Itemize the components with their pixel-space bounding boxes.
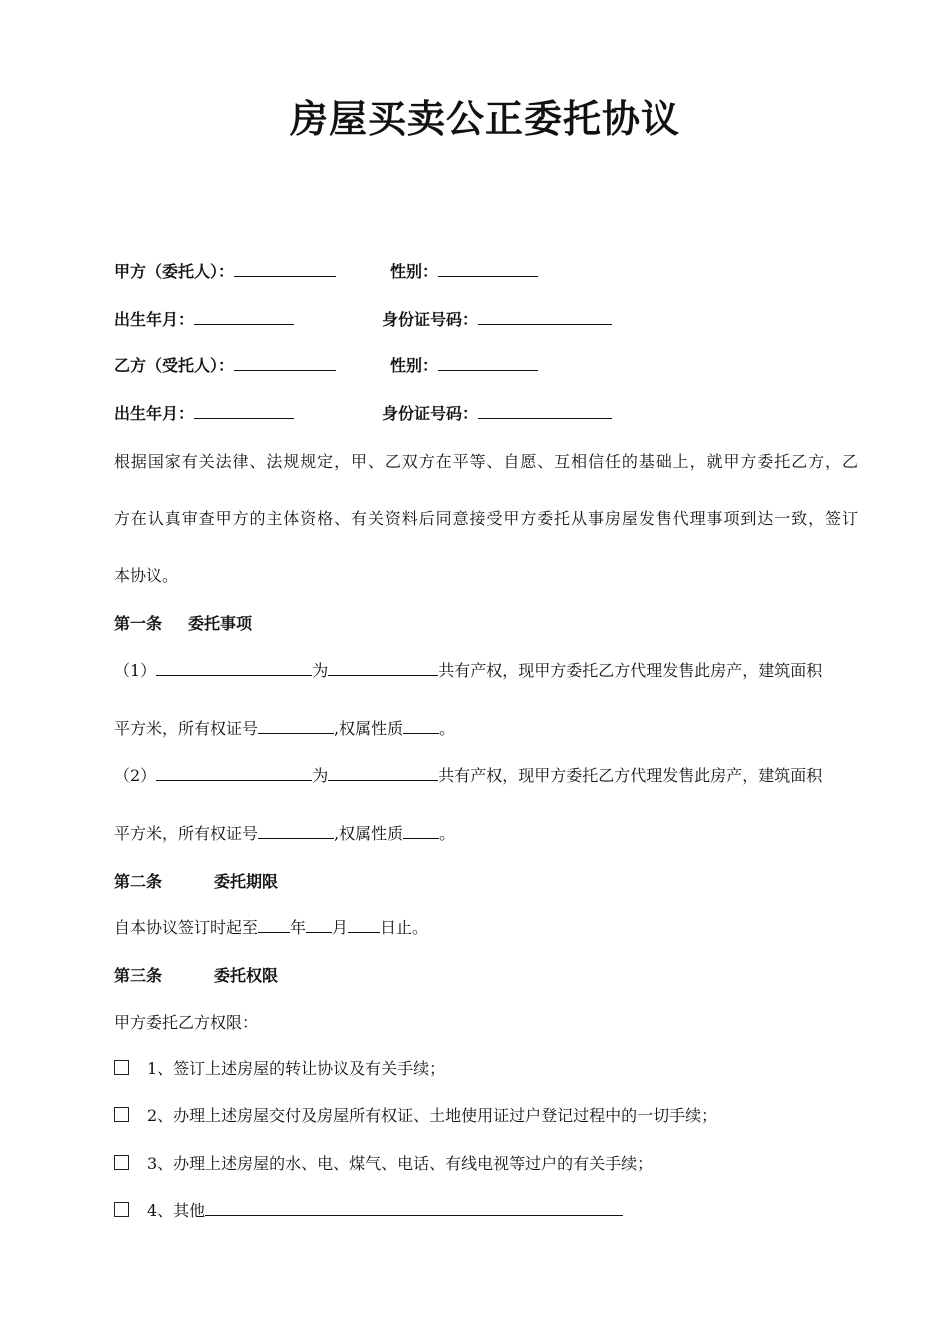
item-1-area-text: 平方米，所有权证号 xyxy=(114,719,259,738)
item-2-end: 。 xyxy=(439,824,456,843)
permission-1-label: 1、签订上述房屋的转让协议及有关手续； xyxy=(147,1059,446,1078)
party-a-birth-label: 出生年月： xyxy=(114,310,195,329)
intro-line-2: 方在认真审查甲方的主体资格、有关资料后同意接受甲方委托从事房屋发售代理事项到达一致，签订 xyxy=(114,509,858,528)
party-b-row xyxy=(114,356,439,376)
item-2-area-text: 平方米，所有权证号 xyxy=(114,824,259,843)
permission-2-label: 2、办理上述房屋交付及房屋所有权证、土地使用证过户登记过程中的一切手续； xyxy=(147,1106,718,1125)
term-month-blank[interactable] xyxy=(306,918,332,933)
term-year-blank[interactable] xyxy=(258,918,290,933)
intro-line-1: 根据国家有关法律、法规规定，甲、乙双方在平等、自愿、互相信任的基础上，就甲方委托乙方，乙 xyxy=(114,452,858,471)
party-b-gender-blank[interactable] xyxy=(438,356,538,371)
party-b-gender-label: 性别： xyxy=(390,356,439,375)
article-1-item-1-cont xyxy=(114,719,455,739)
party-a-name-blank[interactable] xyxy=(234,262,336,277)
party-a-id-label: 身份证号码： xyxy=(382,310,479,329)
article-3-number: 第三条 xyxy=(114,966,163,985)
party-a-id-blank[interactable] xyxy=(478,310,612,325)
item-2-nature-blank[interactable] xyxy=(403,824,439,839)
item-2-owners-blank[interactable] xyxy=(328,766,438,781)
party-b-birth-row xyxy=(114,404,479,424)
article-2-title: 委托期限 xyxy=(214,872,279,891)
item-2-cert-blank[interactable] xyxy=(258,824,334,839)
item-1-owner-blank[interactable] xyxy=(156,661,312,676)
party-a-birth-row xyxy=(114,310,479,330)
article-1-number: 第一条 xyxy=(114,614,163,633)
party-b-birth-label: 出生年月： xyxy=(114,404,195,423)
item-2-text: 共有产权，现甲方委托乙方代理发售此房产，建筑面积 xyxy=(438,766,823,785)
party-b-id-label: 身份证号码： xyxy=(382,404,479,423)
item-1-text: 共有产权，现甲方委托乙方代理发售此房产，建筑面积 xyxy=(438,661,823,680)
permission-item-2 xyxy=(114,1106,717,1126)
term-year: 年 xyxy=(290,918,307,937)
item-1-cert-blank[interactable] xyxy=(258,719,334,734)
party-a-gender-label: 性别： xyxy=(390,262,439,281)
document-title: 房屋买卖公正委托协议 xyxy=(289,96,680,141)
article-3-title: 委托权限 xyxy=(214,966,279,985)
item-2-wei: 为 xyxy=(312,766,329,785)
item-1-prefix: （1） xyxy=(114,661,157,680)
term-day-blank[interactable] xyxy=(348,918,380,933)
item-1-nature-blank[interactable] xyxy=(403,719,439,734)
permission-1-checkbox[interactable] xyxy=(114,1060,129,1075)
permission-4-checkbox[interactable] xyxy=(114,1202,129,1217)
item-1-wei: 为 xyxy=(312,661,329,680)
party-a-birth-blank[interactable] xyxy=(194,310,294,325)
article-1-item-2-cont xyxy=(114,824,455,844)
permission-item-1 xyxy=(114,1059,445,1079)
article-1-title: 委托事项 xyxy=(188,614,253,633)
item-2-nature-text: ,权属性质 xyxy=(334,824,404,843)
item-1-nature-text: ,权属性质 xyxy=(334,719,404,738)
permission-4-other-blank[interactable] xyxy=(205,1201,623,1216)
permission-item-3 xyxy=(114,1154,653,1174)
party-b-name-blank[interactable] xyxy=(234,356,336,371)
intro-line-3: 本协议。 xyxy=(114,566,179,585)
party-b-id-blank[interactable] xyxy=(478,404,612,419)
permission-4-label: 4、其他 xyxy=(147,1201,206,1220)
term-month: 月 xyxy=(332,918,349,937)
party-a-label: 甲方（委托人）： xyxy=(114,262,235,281)
item-1-owners-blank[interactable] xyxy=(328,661,438,676)
article-3-intro: 甲方委托乙方权限： xyxy=(114,1013,259,1032)
article-3-heading xyxy=(114,966,278,986)
party-a-row xyxy=(114,262,439,282)
item-2-prefix: （2） xyxy=(114,766,157,785)
party-a-gender-blank[interactable] xyxy=(438,262,538,277)
permission-item-4 xyxy=(114,1201,623,1221)
permission-3-label: 3、办理上述房屋的水、电、煤气、电话、有线电视等过户的有关手续； xyxy=(147,1154,654,1173)
party-b-label: 乙方（受托人）： xyxy=(114,356,235,375)
term-day: 日止。 xyxy=(380,918,429,937)
party-b-birth-blank[interactable] xyxy=(194,404,294,419)
article-1-item-2 xyxy=(114,766,822,786)
article-2-body xyxy=(114,918,428,938)
item-2-owner-blank[interactable] xyxy=(156,766,312,781)
article-2-heading xyxy=(114,872,278,892)
permission-3-checkbox[interactable] xyxy=(114,1155,129,1170)
article-1-item-1 xyxy=(114,661,822,681)
article-2-number: 第二条 xyxy=(114,872,163,891)
article-1-heading xyxy=(114,614,252,634)
term-text: 自本协议签订时起至 xyxy=(114,918,259,937)
item-1-end: 。 xyxy=(439,719,456,738)
permission-2-checkbox[interactable] xyxy=(114,1107,129,1122)
